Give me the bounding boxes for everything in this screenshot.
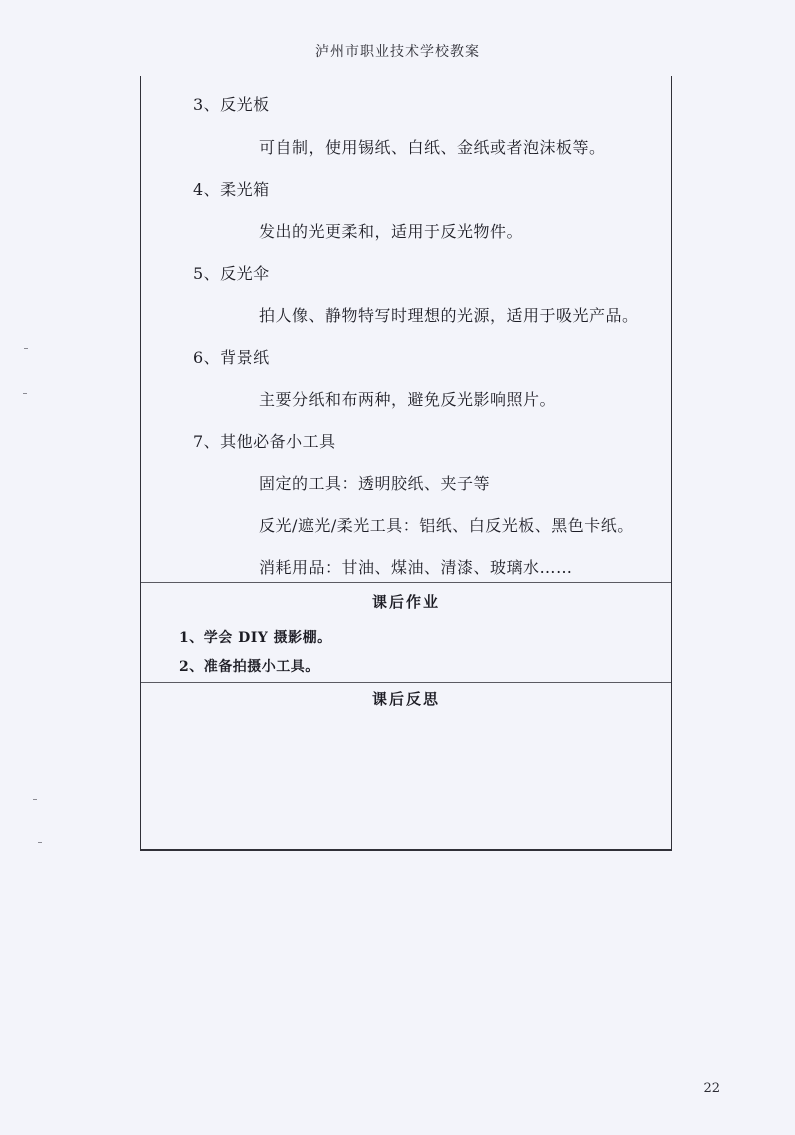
scan-speck: [24, 348, 28, 349]
homework-item-1: 1、学会 DIY 摄影棚。: [179, 630, 332, 646]
section-heading-softbox: 4、柔光箱: [193, 180, 270, 199]
section-heading-tools: 7、其他必备小工具: [193, 432, 336, 451]
section-body-tools-consumables: 消耗用品：甘油、煤油、清漆、玻璃水……: [259, 558, 573, 577]
page-header: 泸州市职业技术学校教案: [315, 44, 480, 60]
homework-title: 课后作业: [371, 593, 440, 611]
page-number: 22: [703, 1081, 720, 1096]
section-heading-reflector: 3、反光板: [193, 95, 270, 114]
reflection-title: 课后反思: [371, 690, 440, 708]
section-body-tools-fixing: 固定的工具：透明胶纸、夹子等: [259, 474, 491, 493]
divider-homework: [141, 582, 671, 583]
homework-item-2: 2、准备拍摄小工具。: [179, 659, 320, 675]
section-heading-backdrop: 6、背景纸: [193, 348, 270, 367]
scan-speck: [23, 393, 27, 394]
section-body-tools-light: 反光/遮光/柔光工具：铝纸、白反光板、黑色卡纸。: [259, 516, 634, 535]
divider-reflection: [141, 682, 671, 683]
section-body-umbrella: 拍人像、静物特写时理想的光源，适用于吸光产品。: [259, 306, 639, 325]
section-body-reflector: 可自制，使用锡纸、白纸、金纸或者泡沫板等。: [259, 138, 606, 157]
section-body-backdrop: 主要分纸和布两种，避免反光影响照片。: [259, 390, 557, 409]
section-heading-umbrella: 5、反光伞: [193, 264, 270, 283]
scan-speck: [38, 842, 42, 843]
section-body-softbox: 发出的光更柔和，适用于反光物件。: [259, 222, 524, 241]
lesson-plan-frame: [140, 76, 672, 851]
scan-speck: [33, 799, 37, 800]
